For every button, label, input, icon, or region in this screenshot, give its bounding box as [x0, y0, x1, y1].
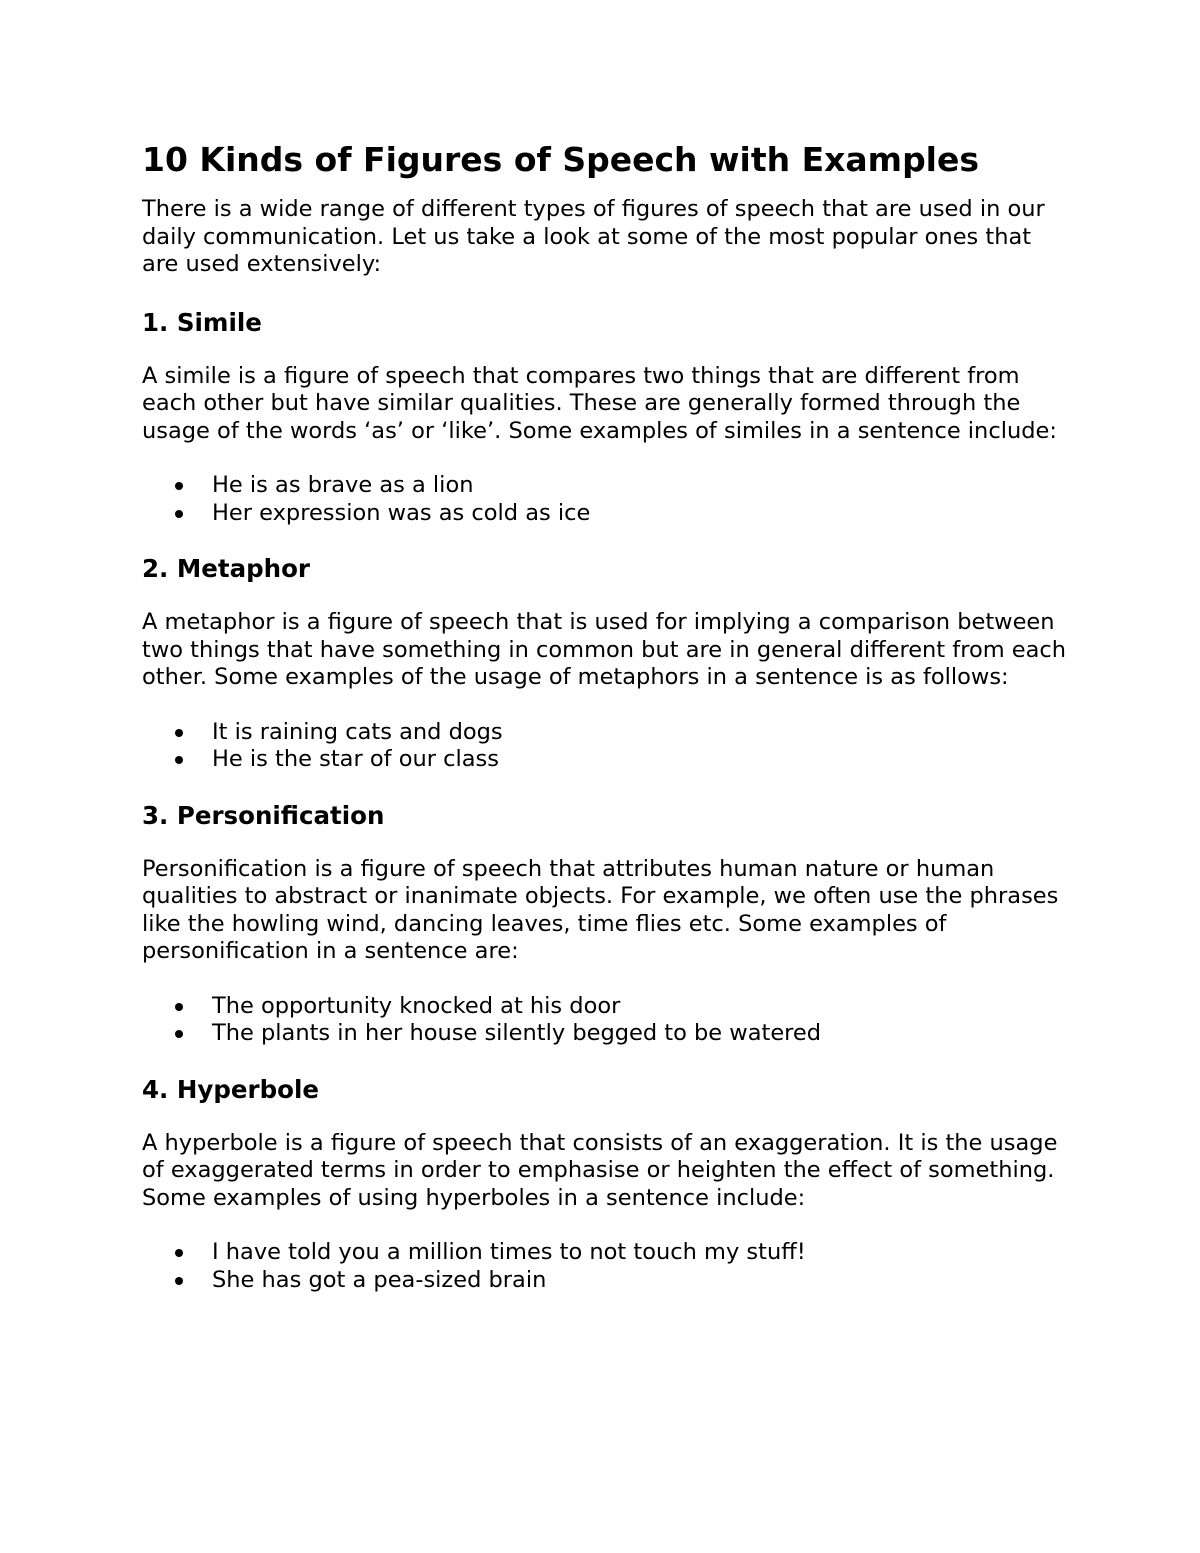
list-item: It is raining cats and dogs: [142, 719, 1072, 747]
examples-list: [142, 993, 1072, 1048]
bullet-icon: [175, 482, 183, 490]
list-item: Her expression was as cold as ice: [142, 500, 1072, 528]
examples-list: [142, 472, 1072, 527]
list-item: He is as brave as a lion: [142, 472, 1072, 500]
list-item: The plants in her house silently begged to be watered: [142, 1020, 1072, 1048]
section-metaphor: [142, 553, 1072, 774]
list-item: She has got a pea-sized brain: [142, 1267, 1072, 1295]
bullet-icon: [175, 1003, 183, 1011]
section-personification: [142, 800, 1072, 1048]
intro-paragraph: There is a wide range of different types of figures of speech that are used in our daily communication. Let us take a look at some of the most popular ones that are used extensively:: [142, 196, 1045, 277]
section-description: A hyperbole is a figure of speech that consists of an exaggeration. It is the usage of exaggerated terms in order to emphasise or heighten the effect of something. Some examples of using hyperboles in a sentence include:: [142, 1129, 1058, 1211]
section-description: A metaphor is a figure of speech that is used for implying a comparison between two things that have something in common but are in general different from each other. Some examples of the usage of metaphors in a sentence is as follows:: [142, 609, 1067, 690]
examples-list: [142, 719, 1072, 774]
bullet-icon: [175, 729, 183, 737]
list-item: I have told you a million times to not touch my stuff!: [142, 1239, 1072, 1267]
section-simile: [142, 307, 1072, 528]
list-item: He is the star of our class: [142, 746, 1072, 774]
section-hyperbole: [142, 1074, 1072, 1295]
section-heading: 3. Personification: [142, 800, 385, 830]
list-item: The opportunity knocked at his door: [142, 993, 1072, 1021]
bullet-icon: [175, 510, 183, 518]
examples-list: [142, 1239, 1072, 1294]
page-title: 10 Kinds of Figures of Speech with Examples: [142, 140, 980, 179]
section-description: Personification is a figure of speech that attributes human nature or human qualities to abstract or inanimate objects. For example, we often use the phrases like the howling wind, dancing leaves, time flies etc. Some examples of personification in a sentence are:: [142, 855, 1059, 964]
document-page: [142, 138, 1072, 1320]
section-heading: 1. Simile: [142, 307, 262, 337]
bullet-icon: [175, 1277, 183, 1285]
bullet-icon: [175, 1030, 183, 1038]
section-description: A simile is a figure of speech that compares two things that are different from each other but have similar qualities. These are generally formed through the usage of the words ‘as’ or ‘like’. Some examples of similes in a sentence include:: [142, 362, 1057, 444]
bullet-icon: [175, 756, 183, 764]
section-heading: 4. Hyperbole: [142, 1074, 319, 1104]
section-heading: 2. Metaphor: [142, 554, 311, 583]
bullet-icon: [175, 1249, 183, 1257]
